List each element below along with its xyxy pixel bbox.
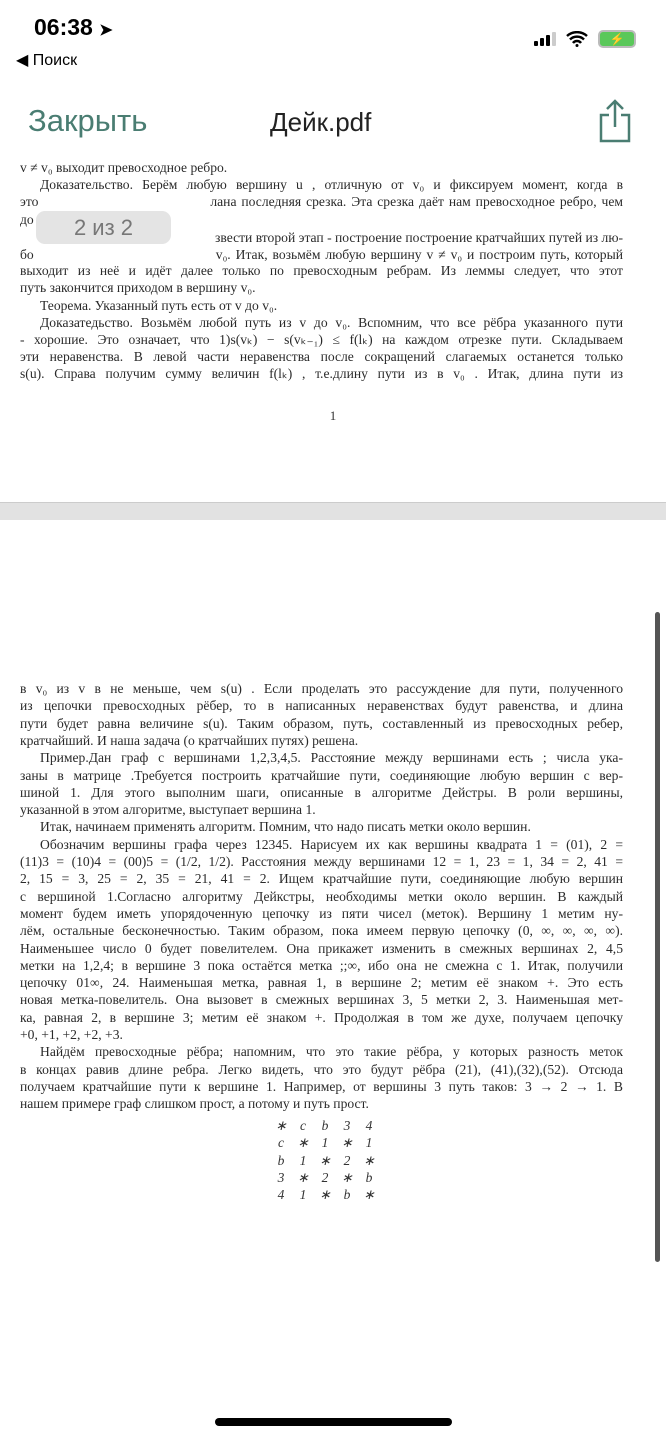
- matrix-cell: b: [343, 1187, 351, 1203]
- matrix-cell: c: [278, 1135, 284, 1151]
- text-line: Найдём превосходные рёбра; напомним, что это такие рёбра, у которых разность меток: [40, 1044, 623, 1060]
- matrix-row: [270, 1170, 380, 1187]
- status-icons: [534, 30, 636, 48]
- text-line: Наименьшее число 0 будет повелителем. Она прикажет изменить в смежных вершинах 2, 4,5: [20, 940, 623, 956]
- scrollbar[interactable]: [655, 612, 660, 1262]
- text-line: звести второй этап - построение построение кратчайших путей из лю-: [214, 230, 623, 245]
- page-indicator: 2 из 2: [36, 211, 171, 244]
- text-line: v ≠ v₀ выходит превосходное ребро.: [20, 160, 228, 175]
- text-line: 2, 15 = 3, 25 = 2, 35 = 21, 41 = 2. Ищем кратчайшие пути, соединяющие любую вершин: [20, 871, 623, 887]
- text-line: путь закончится приходом в вершину v₀.: [20, 280, 256, 295]
- text-line: с вершиной 1.Согласно алгоритму Дейкстры, необходимы метки около вершин. В каждый: [20, 888, 623, 904]
- distance-matrix: [270, 1118, 380, 1204]
- text-line: ка, равная 2, в вершине 3; метим её знаком +. Продолжая в том же духе, получаем цепочку: [20, 1009, 623, 1025]
- text-line: цепочку 01∞, 24. Наименьшая метка, равная 1, в вершине 2; метим её знаком +. Это есть: [20, 975, 623, 991]
- text-line: Обозначим вершины графа через 12345. Нарисуем их как вершины квадрата 1 = (01), 2 =: [40, 836, 623, 852]
- text-line: лём, остальные бесконечностью. Таким образом, пока имеем первую цепочку (0, ∞, ∞, ∞, ∞).: [20, 923, 623, 939]
- matrix-cell: 2: [321, 1169, 329, 1185]
- text-line: Доказательство. Берём любую вершину u , отличную от v₀ и фиксируем момент, когда в: [40, 177, 623, 192]
- matrix-cell: ∗: [297, 1135, 309, 1151]
- matrix-cell: 1: [321, 1135, 329, 1151]
- matrix-cell: b: [277, 1152, 285, 1168]
- text-line: Итак, начинаем применять алгоритм. Помним, что надо писать метки около вершин.: [40, 819, 531, 835]
- page-separator: [0, 502, 666, 520]
- status-bar: [0, 0, 666, 80]
- text-line: шиной 1. Для этого выполним шаги, описанные в алгоритме Дейстры. В роли вершины,: [20, 784, 623, 800]
- matrix-cell: ∗: [341, 1135, 353, 1151]
- text-line: пути будет равна величине s(u). Таким образом, путь, составленный из превосходных ребер,: [20, 715, 623, 731]
- share-icon[interactable]: [597, 99, 633, 143]
- matrix-cell: ∗: [297, 1169, 309, 1185]
- matrix-cell: c: [300, 1118, 306, 1133]
- matrix-cell: ∗: [363, 1152, 375, 1168]
- text-line: кратчайший. И наша задача (о кратчайших путях) решена.: [20, 732, 359, 748]
- matrix-cell: 2: [343, 1152, 351, 1168]
- matrix-cell: b: [321, 1118, 329, 1133]
- text-line: s(u). Справа получим сумму величин f(lₖ) , т.е.длину пути из в v₀ . Итак, длина пути из: [20, 366, 623, 381]
- matrix-row: [270, 1153, 380, 1170]
- text-line: - хорошие. Это означает, что 1)s(vₖ) − s(vₖ₋₁) ≤ f(lₖ) на каждом отрезке пути. Складываем: [20, 332, 623, 347]
- matrix-row: [270, 1135, 380, 1152]
- text-line: Доказатедьство. Возьмём любой путь из v до v₀. Вспомним, что все рёбра указанного пути: [40, 315, 623, 330]
- matrix-cell: 4: [277, 1187, 285, 1203]
- matrix-cell: 1: [299, 1187, 307, 1203]
- battery-charging-icon: ⚡: [598, 30, 636, 48]
- back-to-search-link[interactable]: ◀ Поиск: [16, 52, 78, 69]
- clock: [34, 14, 113, 41]
- matrix-cell: 1: [299, 1152, 307, 1168]
- text-line: до: [20, 212, 34, 227]
- text-line: эти неравенства. В левой части неравенства после сокращений слагаемых останется только: [20, 349, 623, 364]
- text-line: бо v₀. Итак, возьмём любую вершину v ≠ v₀ и построим путь, который: [20, 247, 623, 262]
- text-line: в v₀ из v в не меньше, чем s(u) . Если проделать это рассуждение для пути, полученного: [20, 681, 623, 696]
- location-arrow-icon: ➤: [99, 22, 113, 39]
- matrix-row: [270, 1187, 380, 1204]
- cellular-signal-icon: [534, 32, 556, 46]
- matrix-cell: 3: [343, 1118, 351, 1133]
- matrix-cell: ∗: [275, 1118, 287, 1133]
- time-text: 06:38: [34, 14, 93, 40]
- text-line: Пример.Дан граф с вершинами 1,2,3,4,5. Расстояние между вершинами есть ; числа ука-: [40, 750, 623, 766]
- matrix-cell: ∗: [319, 1187, 331, 1203]
- matrix-cell: 1: [365, 1135, 373, 1151]
- text-line: нашем примере граф слишком прост, а потому и путь прост.: [20, 1096, 369, 1112]
- wifi-icon: [566, 31, 588, 47]
- text-line: Теорема. Указанный путь есть от v до v₀.: [40, 298, 278, 313]
- text-line: в концах равив длине ребра. Легко видеть, что это будут рёбра (21), (41),(32),(52). Отсюда: [20, 1061, 623, 1077]
- page-number: 1: [329, 408, 337, 423]
- text-line: новая метка-повелитель. Она вызовет в смежных вершинах 3, 5 метки 2, 3. Наименьшая мет-: [20, 992, 623, 1008]
- text-line: (11)3 = (10)4 = (00)5 = (1/2, 1/2). Расстояния между вершинами 12 = 1, 23 = 1, 34 = 2, 41 =: [20, 854, 623, 869]
- matrix-cell: 4: [365, 1118, 373, 1133]
- matrix-cell: ∗: [319, 1152, 331, 1168]
- pdf-navbar: [0, 95, 666, 155]
- document-title: Дейк.pdf: [270, 107, 372, 137]
- home-indicator[interactable]: [215, 1418, 452, 1426]
- matrix-cell: ∗: [363, 1187, 375, 1203]
- matrix-cell: b: [365, 1169, 373, 1185]
- matrix-cell: ∗: [341, 1169, 353, 1185]
- text-line: из цепочки превосходных рёбер, то в написанных неравенствах будут равенства, и длина: [20, 698, 623, 714]
- text-line: выходит из неё и идёт далее только по превосходным ребрам. Из леммы следует, что этот: [20, 263, 623, 278]
- close-button[interactable]: Закрыть: [28, 103, 148, 138]
- matrix-cell: 3: [277, 1169, 285, 1185]
- text-line: метки на 1,2,4; в вершине 3 пока остаётся метка ;;∞, ибо она не смежна с 1. Итак, получили: [20, 957, 623, 973]
- text-line: момент будем иметь упорядоченную цепочку из пяти чисел (меток). Вершину 1 метим ну-: [20, 905, 623, 921]
- text-line: заны в матрице .Требуется построить кратчайшие пути, соединяющие любую вершин с вер-: [20, 767, 623, 783]
- text-line: указанной в этом алгоритме, выступает вершина 1.: [20, 802, 316, 818]
- text-line: +0, +1, +2, +2, +3.: [20, 1027, 123, 1042]
- text-line: получаем кратчайшие пути к вершине 1. Например, от вершины 3 путь таков: 3 → 2 → 1. В: [20, 1078, 623, 1094]
- text-line: это лана последняя срезка. Эта срезка даёт нам превосходное ребро, чем: [20, 194, 623, 209]
- matrix-row: [270, 1118, 380, 1135]
